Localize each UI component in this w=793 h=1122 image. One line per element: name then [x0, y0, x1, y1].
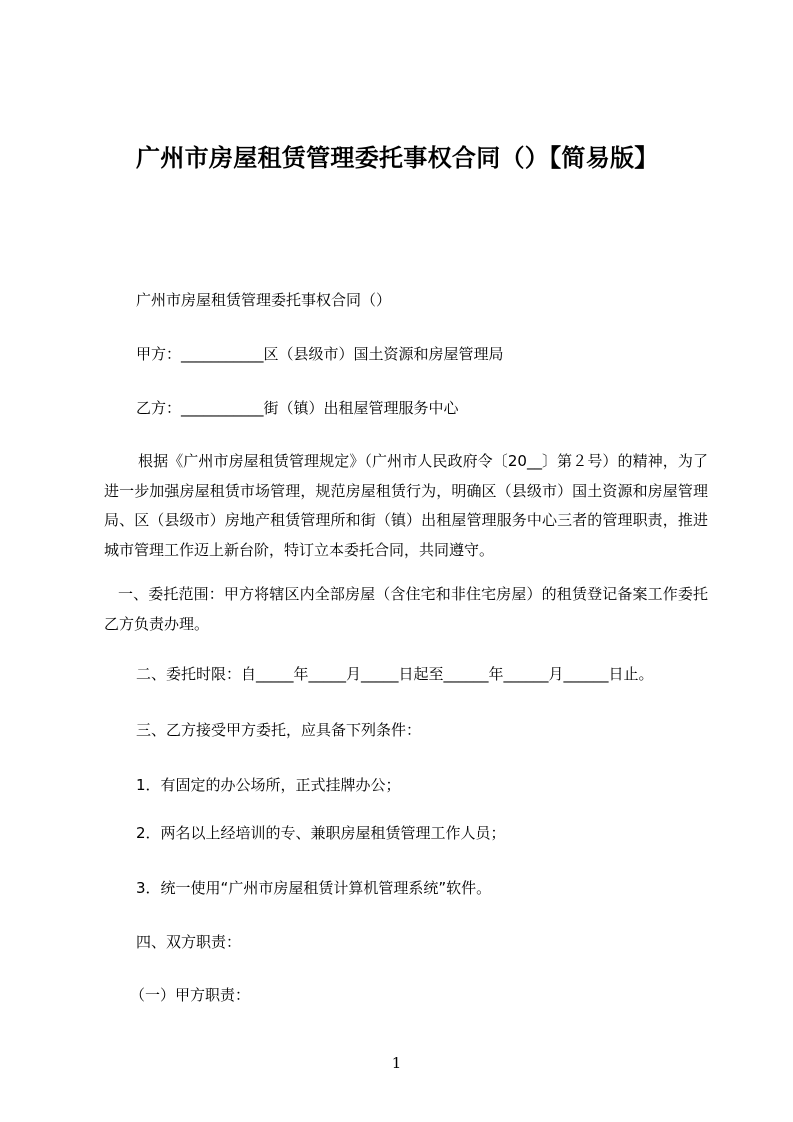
condition-2-line: 2．两名以上经培训的专、兼职房屋租赁管理工作人员；	[136, 824, 506, 842]
clause-4-line: 四、双方职责：	[136, 933, 242, 951]
party-a-line: 甲方：___________区（县级市）国土资源和房屋管理局	[136, 345, 504, 363]
document-title: 广州市房屋租赁管理委托事权合同（）【简易版】	[136, 144, 659, 172]
contract-subtitle: 广州市房屋租赁管理委托事权合同（）	[136, 291, 392, 309]
party-b-line: 乙方：___________街（镇）出租屋管理服务中心	[136, 399, 459, 417]
page-number: 1	[391, 1054, 402, 1072]
clause-2-line: 二、委托时限：自_____年_____月_____日起至______年______月______日止。	[136, 665, 654, 683]
clause-1-paragraph: 一、委托范围：甲方将辖区内全部房屋（含住宅和非住宅房屋）的租赁登记备案工作委托乙方负责办理。	[104, 585, 708, 633]
duty-a-heading: （一）甲方职责：	[130, 986, 251, 1004]
preamble-paragraph: 根据《广州市房屋租赁管理规定》（广州市人民政府令〔20__〕第２号）的精神，为了进一步加强房屋租赁市场管理，规范房屋租赁行为，明确区（县级市）国土资源和房屋管理局、区（县级市）房地产租赁管理所和街（镇）出租屋管理服务中心三者的管理职责，推进城市管理工作迈上新台阶，特订立本委托合同，共同遵守。	[104, 452, 708, 559]
condition-3-line: 3．统一使用“广州市房屋租赁计算机管理系统”软件。	[136, 879, 492, 897]
clause-3-line: 三、乙方接受甲方委托，应具备下列条件：	[136, 721, 422, 739]
condition-1-line: 1．有固定的办公场所，正式挂牌办公；	[136, 776, 401, 794]
